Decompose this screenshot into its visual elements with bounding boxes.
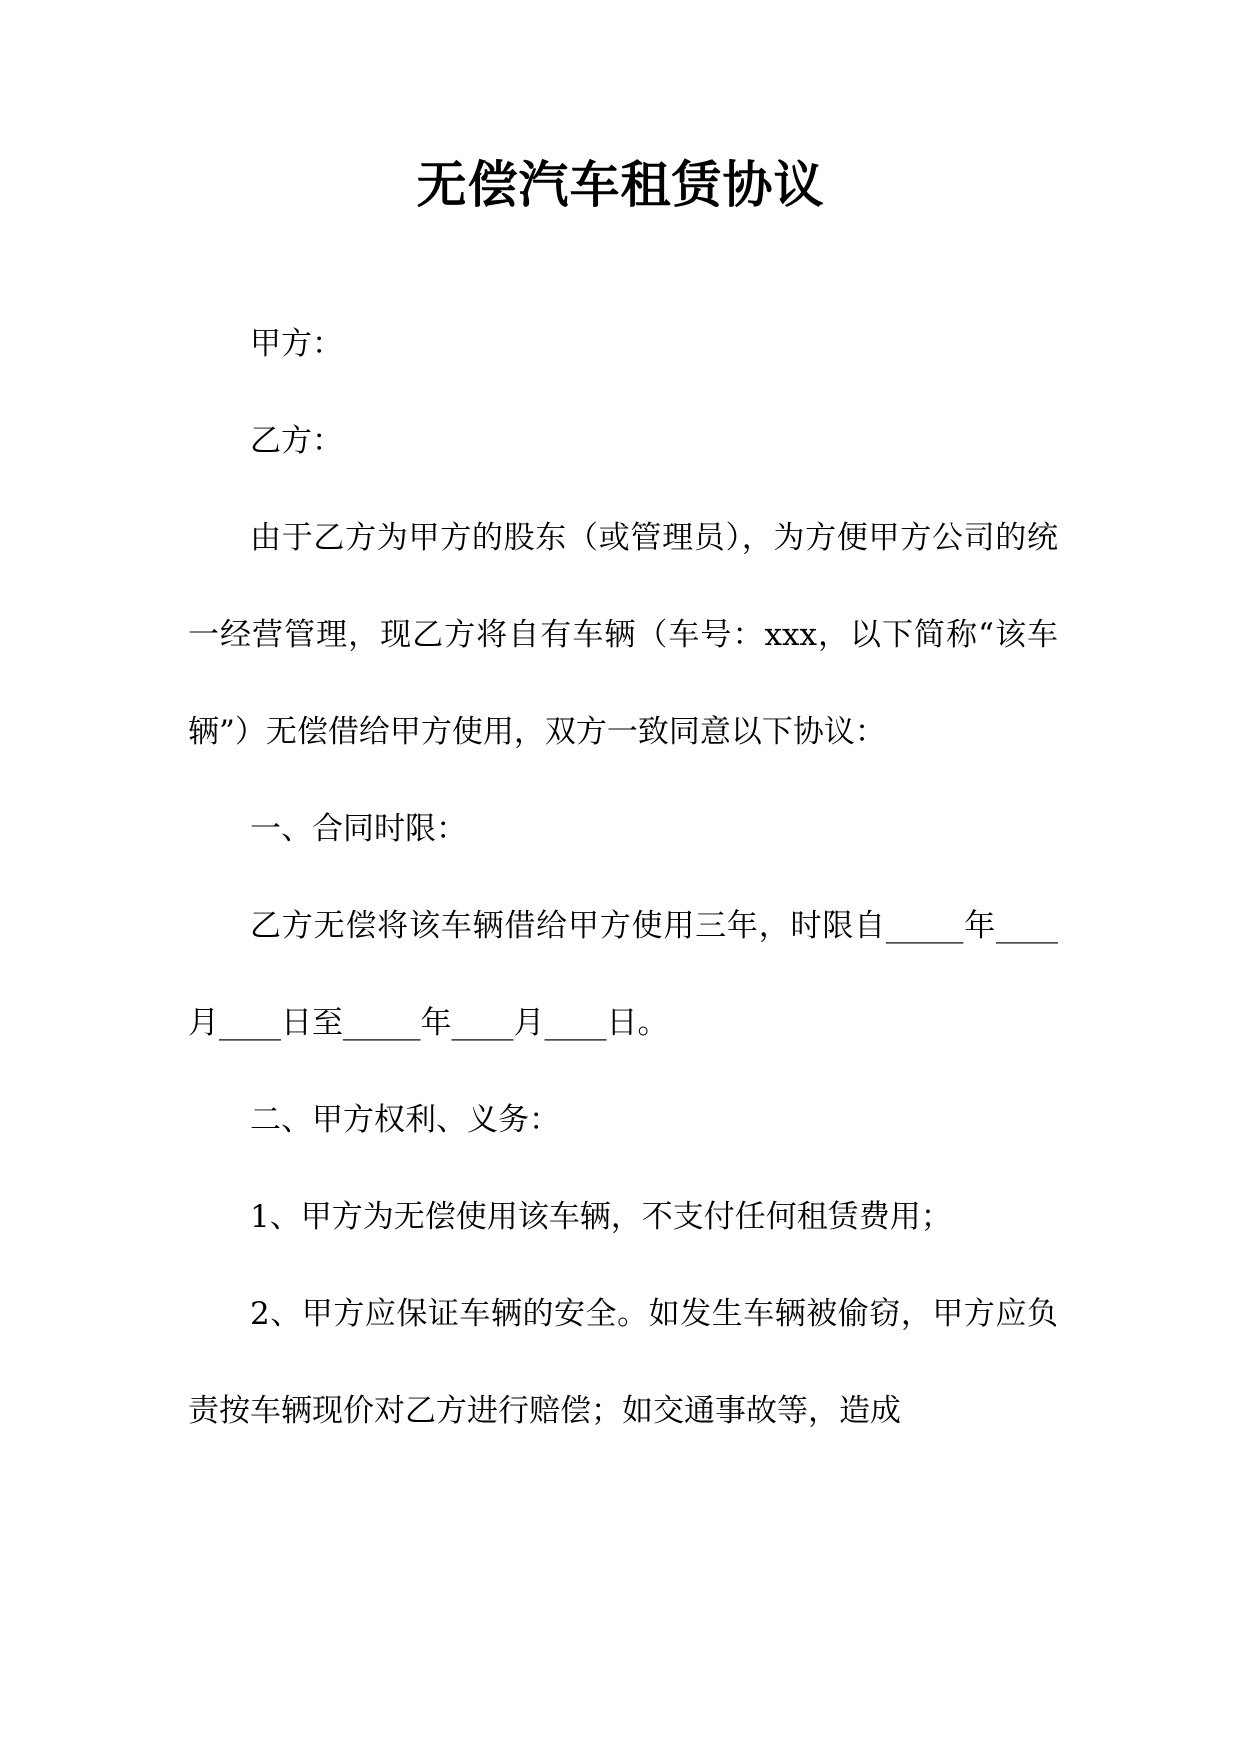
term-paragraph: 乙方无偿将该车辆借给甲方使用三年，时限自_____年____月____日至_____年____月____日。: [188, 908, 1058, 1041]
preamble-paragraph: 由于乙方为甲方的股东（或管理员），为方便甲方公司的统一经营管理，现乙方将自有车辆（车号：xxx，以下简称“该车辆”）无偿借给甲方使用，双方一致同意以下协议：: [188, 520, 1058, 750]
section-heading-party-a-rights: 二、甲方权利、义务：: [250, 1102, 560, 1138]
section-heading-term: 一、合同时限：: [250, 811, 467, 847]
party-b-line: 乙方：: [250, 423, 343, 459]
party-a-line: 甲方：: [250, 326, 343, 362]
clause-1: 1、甲方为无偿使用该车辆，不支付任何租赁费用；: [250, 1199, 952, 1235]
document-body: [188, 296, 1058, 1460]
document-title: 无偿汽车租赁协议: [416, 156, 825, 214]
clause-2: 2、甲方应保证车辆的安全。如发生车辆被偷窃，甲方应负责按车辆现价对乙方进行赔偿；如交通事故等，造成: [188, 1296, 1058, 1429]
